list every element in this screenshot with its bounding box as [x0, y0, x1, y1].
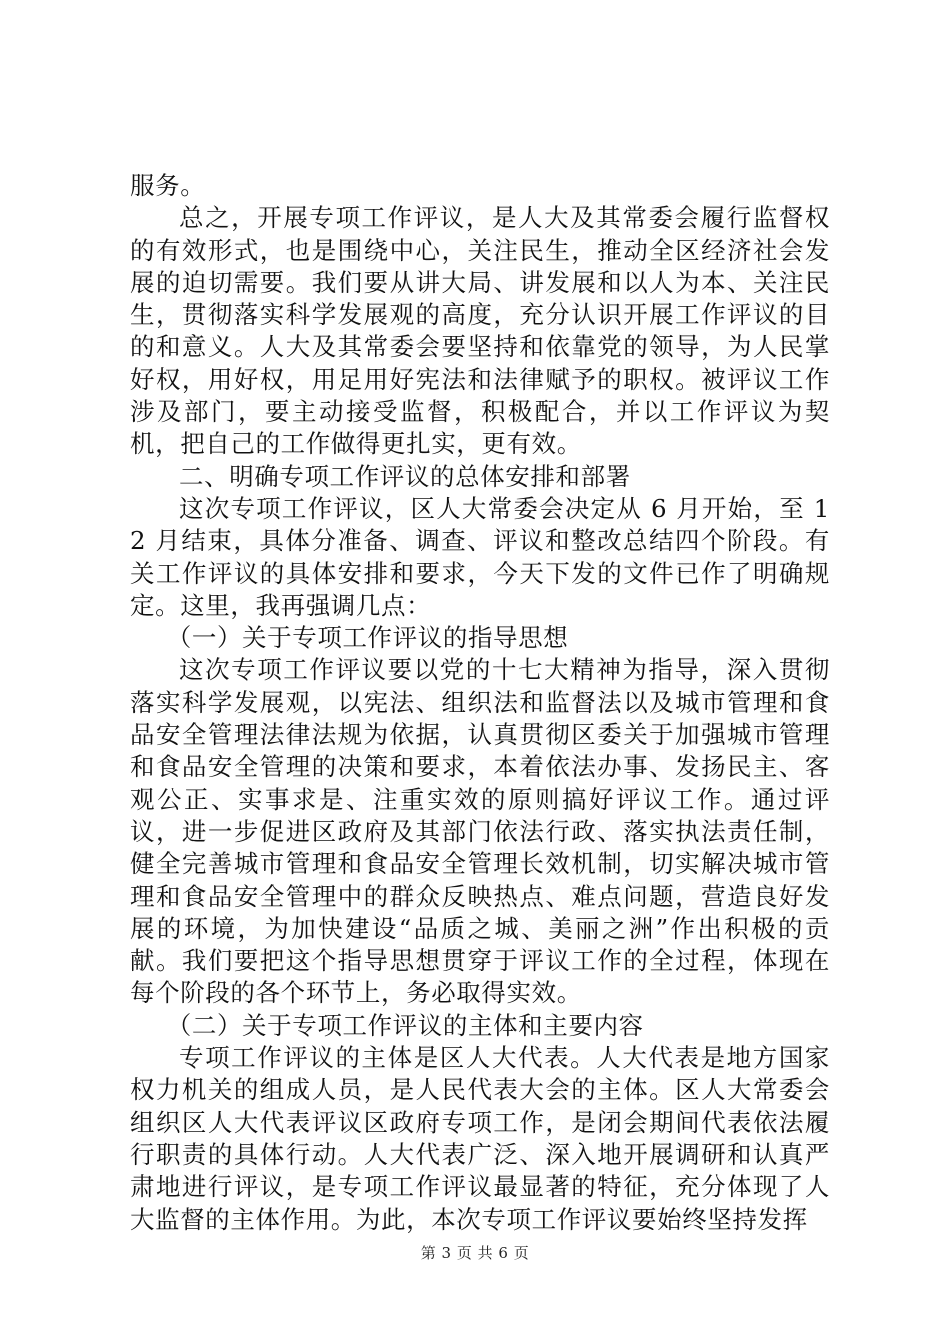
subsection-heading-1: （一）关于专项工作评议的指导思想: [166, 623, 569, 653]
paragraph-guiding-idea: 这次专项工作评议要以党的十七大精神为指导，深入贯彻落实科学发展观，以宪法、组织法和监督法以及城市管理和食品安全管理法律法规为依据，认真贯彻区委关于加强城市管理和食品安全管理的决策和要求，本着依法办事、发扬民主、客观公正、实事求是、注重实效的原则搞好评议工作。通过评议，进一步促进区政府及其部门依法行政、落实执法责任制，健全完善城市管理和食品安全管理长效机制，切实解决城市管理和食品安全管理中的群众反映热点、难点问题，营造良好发展的环境，为加快建设“品质之城、美丽之洲”作出积极的贡献。我们要把这个指导思想贯穿于评议工作的全过程，体现在每个阶段的各个环节上，务必取得实效。: [130, 655, 830, 1008]
section-heading-2: 二、明确专项工作评议的总体安排和部署: [179, 461, 631, 491]
subsection-heading-2: （二）关于专项工作评议的主体和主要内容: [166, 1010, 644, 1040]
paragraph-schedule: 这次专项工作评议，区人大常委会决定从 6 月开始，至 12 月结束，具体分准备、调查、评议和整改总结四个阶段。有关工作评议的具体安排和要求，今天下发的文件已作了明确规定。这里，我再强调几点：: [130, 493, 830, 620]
paragraph-summary: 总之，开展专项工作评议，是人大及其常委会履行监督权的有效形式，也是围绕中心，关注民生，推动全区经济社会发展的迫切需要。我们要从讲大局、讲发展和以人为本、关注民生，贯彻落实科学发展观的高度，充分认识开展工作评议的目的和意义。人大及其常委会要坚持和依靠党的领导，为人民掌好权，用好权，用足用好宪法和法律赋予的职权。被评议工作涉及部门，要主动接受监督，积极配合，并以工作评议为契机，把自己的工作做得更扎实，更有效。: [130, 203, 830, 459]
document-body: [130, 170, 830, 1236]
paragraph-subject: 专项工作评议的主体是区人大代表。人大代表是地方国家权力机关的组成人员，是人民代表大会的主体。区人大常委会组织区人大代表评议区政府专项工作，是闭会期间代表依法履行职责的具体行动。人大代表广泛、深入地开展调研和认真严肃地进行评议，是专项工作评议最显著的特征，充分体现了人大监督的主体作用。为此，本次专项工作评议要始终坚持发挥: [130, 1043, 830, 1234]
page-number-footer: 第 3 页 共 6 页: [420, 1244, 530, 1262]
paragraph-continuation: 服务。: [130, 171, 206, 200]
